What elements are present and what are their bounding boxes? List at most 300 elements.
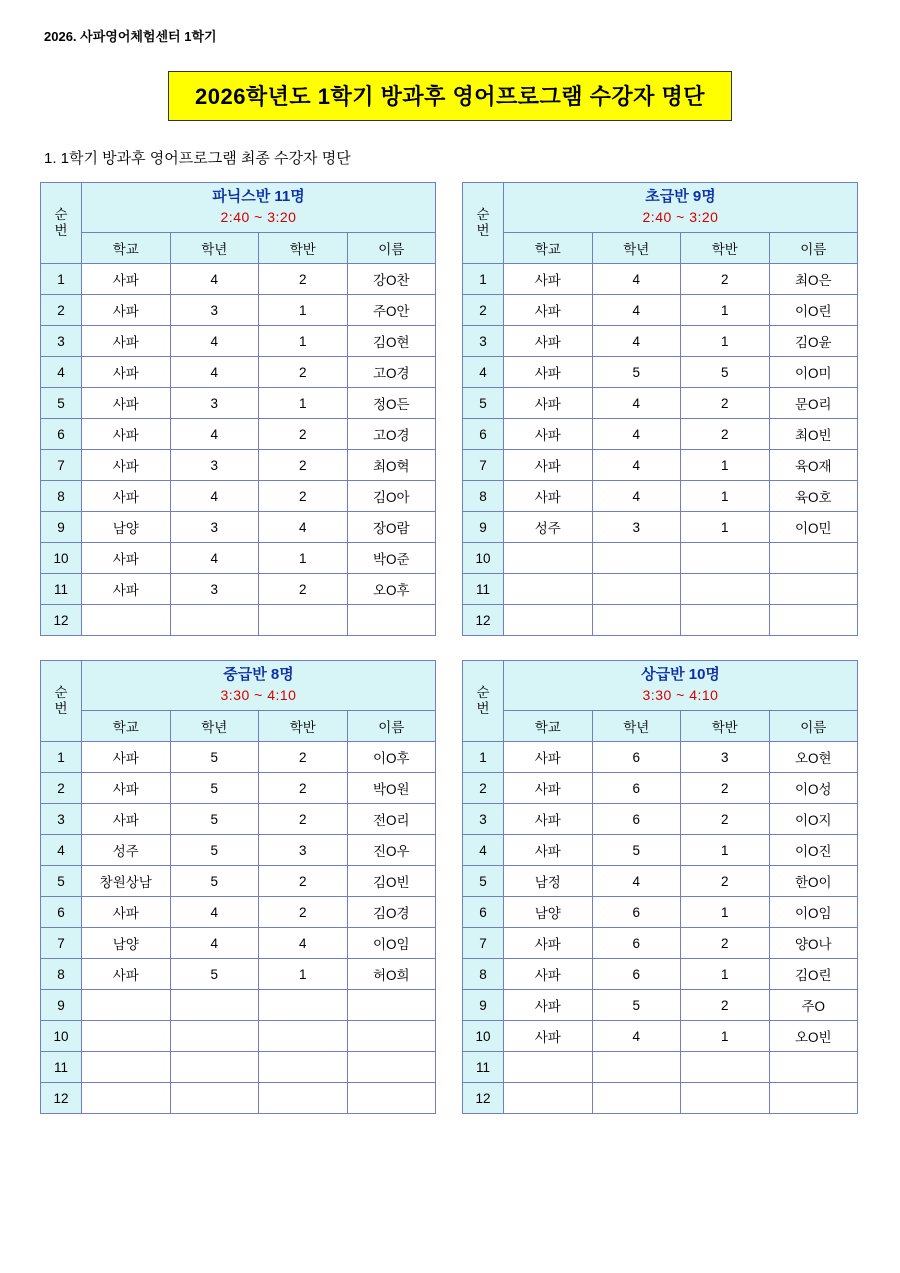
cell-no: 1	[41, 264, 82, 295]
roster-table-block	[462, 182, 858, 636]
column-header-no-text	[41, 207, 81, 239]
cell-name: 김O경	[347, 897, 436, 928]
cell-name: 김O빈	[347, 866, 436, 897]
table-header-row-class	[41, 661, 436, 711]
cell-name: 강O찬	[347, 264, 436, 295]
cell-school	[82, 1052, 171, 1083]
column-header-no-line2: 번	[54, 223, 68, 238]
cell-grade: 3	[170, 574, 259, 605]
cell-class: 4	[259, 928, 348, 959]
cell-name: 고O경	[347, 419, 436, 450]
cell-no: 7	[41, 928, 82, 959]
cell-no: 12	[463, 605, 504, 636]
table-row	[41, 742, 436, 773]
table-header-row-columns	[463, 233, 858, 264]
cell-name	[347, 990, 436, 1021]
column-header-no-line1: 순	[54, 207, 68, 222]
cell-school: 사파	[82, 388, 171, 419]
table-row	[463, 326, 858, 357]
column-header-grade: 학년	[170, 233, 259, 264]
cell-no: 9	[463, 512, 504, 543]
cell-grade: 6	[592, 928, 681, 959]
class-header	[82, 661, 436, 711]
cell-grade: 4	[170, 264, 259, 295]
cell-grade: 4	[170, 897, 259, 928]
cell-no: 10	[41, 1021, 82, 1052]
cell-class: 3	[259, 835, 348, 866]
column-header-class: 학반	[681, 233, 770, 264]
cell-class: 1	[681, 295, 770, 326]
table-row	[463, 264, 858, 295]
cell-grade	[592, 605, 681, 636]
cell-grade: 3	[592, 512, 681, 543]
cell-no: 5	[41, 866, 82, 897]
cell-name: 이O성	[769, 773, 858, 804]
class-time: 2:40 ~ 3:20	[220, 209, 297, 225]
cell-name: 이O지	[769, 804, 858, 835]
cell-name: 박O원	[347, 773, 436, 804]
table-row	[463, 1021, 858, 1052]
cell-grade: 4	[592, 866, 681, 897]
cell-grade: 5	[592, 835, 681, 866]
column-header-school: 학교	[504, 233, 593, 264]
cell-school	[82, 1021, 171, 1052]
table-row	[463, 835, 858, 866]
cell-school	[504, 605, 593, 636]
cell-school: 사파	[82, 357, 171, 388]
cell-name: 오O현	[769, 742, 858, 773]
cell-class	[681, 1083, 770, 1114]
table-header-row-class	[463, 661, 858, 711]
roster-table	[40, 660, 436, 1114]
cell-name: 이O민	[769, 512, 858, 543]
cell-grade: 5	[170, 959, 259, 990]
cell-school: 사파	[504, 990, 593, 1021]
section-title: 1. 1학기 방과후 영어프로그램 최종 수강자 명단	[44, 150, 351, 167]
cell-grade: 5	[170, 804, 259, 835]
cell-school: 사파	[504, 773, 593, 804]
table-row	[463, 959, 858, 990]
cell-school: 사파	[504, 388, 593, 419]
cell-class: 1	[259, 295, 348, 326]
cell-no: 3	[463, 804, 504, 835]
table-row	[41, 773, 436, 804]
cell-class: 1	[681, 326, 770, 357]
cell-no: 7	[463, 928, 504, 959]
cell-name: 김O아	[347, 481, 436, 512]
cell-grade: 6	[592, 804, 681, 835]
table-row	[41, 990, 436, 1021]
table-row	[41, 264, 436, 295]
cell-grade: 5	[592, 357, 681, 388]
cell-no: 8	[463, 481, 504, 512]
cell-grade: 4	[592, 388, 681, 419]
cell-class: 1	[681, 450, 770, 481]
cell-class: 1	[681, 897, 770, 928]
cell-grade: 4	[592, 419, 681, 450]
table-row	[463, 804, 858, 835]
column-header-no-line1: 순	[476, 207, 490, 222]
cell-no: 3	[463, 326, 504, 357]
class-header	[82, 183, 436, 233]
roster-table	[462, 660, 858, 1114]
cell-grade	[592, 1083, 681, 1114]
cell-school: 사파	[82, 804, 171, 835]
cell-name	[769, 1083, 858, 1114]
cell-school: 사파	[82, 959, 171, 990]
cell-class: 1	[259, 959, 348, 990]
cell-school: 사파	[504, 959, 593, 990]
cell-no: 6	[463, 897, 504, 928]
column-header-no	[41, 661, 82, 742]
column-header-no-text	[463, 685, 503, 717]
cell-school: 사파	[504, 264, 593, 295]
column-header-no-line2: 번	[476, 701, 490, 716]
column-header-class: 학반	[259, 711, 348, 742]
cell-class	[259, 1052, 348, 1083]
cell-name: 오O후	[347, 574, 436, 605]
cell-name: 김O윤	[769, 326, 858, 357]
table-row	[463, 1052, 858, 1083]
table-row	[41, 357, 436, 388]
cell-name: 주O안	[347, 295, 436, 326]
roster-table-block	[462, 660, 858, 1114]
cell-class: 1	[681, 481, 770, 512]
cell-class	[681, 605, 770, 636]
cell-class: 1	[681, 835, 770, 866]
cell-school: 사파	[82, 419, 171, 450]
column-header-school: 학교	[504, 711, 593, 742]
cell-grade: 4	[170, 481, 259, 512]
column-header-no	[463, 661, 504, 742]
cell-grade	[170, 1021, 259, 1052]
cell-class: 2	[681, 773, 770, 804]
cell-class: 1	[681, 1021, 770, 1052]
cell-grade: 3	[170, 512, 259, 543]
title-container	[40, 71, 860, 121]
cell-class: 5	[681, 357, 770, 388]
cell-no: 10	[41, 543, 82, 574]
cell-class: 2	[681, 264, 770, 295]
cell-name: 이O후	[347, 742, 436, 773]
column-header-name: 이름	[769, 711, 858, 742]
class-header	[504, 183, 858, 233]
cell-no: 9	[41, 990, 82, 1021]
cell-grade: 5	[592, 990, 681, 1021]
cell-name	[347, 605, 436, 636]
class-time: 2:40 ~ 3:20	[642, 209, 719, 225]
cell-no: 2	[41, 773, 82, 804]
cell-name: 고O경	[347, 357, 436, 388]
cell-class: 3	[681, 742, 770, 773]
table-row	[41, 959, 436, 990]
cell-school: 사파	[82, 574, 171, 605]
cell-class: 1	[259, 326, 348, 357]
cell-school: 사파	[504, 742, 593, 773]
cell-grade: 4	[170, 928, 259, 959]
column-header-name: 이름	[347, 711, 436, 742]
cell-grade	[592, 543, 681, 574]
cell-no: 12	[41, 605, 82, 636]
cell-school: 사파	[504, 450, 593, 481]
cell-school: 남양	[504, 897, 593, 928]
table-row	[463, 1083, 858, 1114]
cell-school	[504, 1083, 593, 1114]
cell-school: 사파	[504, 419, 593, 450]
cell-no: 9	[463, 990, 504, 1021]
cell-no: 12	[463, 1083, 504, 1114]
cell-name: 전O리	[347, 804, 436, 835]
table-row	[463, 866, 858, 897]
table-row	[463, 388, 858, 419]
cell-no: 10	[463, 543, 504, 574]
column-header-no	[41, 183, 82, 264]
cell-no: 2	[463, 295, 504, 326]
table-row	[41, 419, 436, 450]
cell-name: 최O혁	[347, 450, 436, 481]
cell-school: 사파	[504, 928, 593, 959]
table-row	[41, 897, 436, 928]
cell-class: 2	[259, 866, 348, 897]
cell-school: 남양	[82, 512, 171, 543]
table-row	[463, 574, 858, 605]
cell-grade: 5	[170, 773, 259, 804]
cell-name: 이O린	[769, 295, 858, 326]
cell-grade: 4	[170, 326, 259, 357]
class-name: 중급반 8명	[223, 666, 294, 683]
cell-school: 사파	[82, 295, 171, 326]
table-row	[41, 1021, 436, 1052]
cell-name: 양O나	[769, 928, 858, 959]
column-header-grade: 학년	[592, 711, 681, 742]
cell-name: 육O호	[769, 481, 858, 512]
cell-grade: 4	[170, 357, 259, 388]
cell-class: 2	[259, 264, 348, 295]
cell-no: 10	[463, 1021, 504, 1052]
class-name: 파닉스반 11명	[212, 188, 305, 205]
cell-class: 2	[681, 928, 770, 959]
column-header-school: 학교	[82, 233, 171, 264]
cell-name: 문O리	[769, 388, 858, 419]
cell-grade	[592, 1052, 681, 1083]
cell-no: 5	[463, 388, 504, 419]
cell-class: 2	[259, 742, 348, 773]
column-header-grade: 학년	[170, 711, 259, 742]
cell-class	[259, 1083, 348, 1114]
cell-no: 12	[41, 1083, 82, 1114]
cell-class: 2	[259, 481, 348, 512]
table-row	[463, 897, 858, 928]
cell-no: 5	[463, 866, 504, 897]
cell-school: 사파	[82, 481, 171, 512]
cell-class: 1	[681, 959, 770, 990]
cell-no: 4	[41, 835, 82, 866]
cell-name: 이O진	[769, 835, 858, 866]
cell-grade: 5	[170, 742, 259, 773]
cell-no: 11	[463, 574, 504, 605]
cell-school: 사파	[504, 835, 593, 866]
column-header-class: 학반	[681, 711, 770, 742]
cell-school: 사파	[504, 295, 593, 326]
table-row	[41, 804, 436, 835]
cell-name: 육O재	[769, 450, 858, 481]
cell-grade: 4	[592, 1021, 681, 1052]
cell-no: 11	[41, 1052, 82, 1083]
table-header-row-columns	[463, 711, 858, 742]
table-row	[41, 388, 436, 419]
table-row	[41, 295, 436, 326]
cell-name	[769, 605, 858, 636]
cell-school: 사파	[504, 481, 593, 512]
cell-school: 사파	[504, 326, 593, 357]
cell-grade: 6	[592, 959, 681, 990]
class-name: 초급반 9명	[645, 188, 716, 205]
table-header-row-columns	[41, 711, 436, 742]
class-name: 상급반 10명	[641, 666, 720, 683]
cell-grade: 6	[592, 742, 681, 773]
cell-grade: 3	[170, 450, 259, 481]
cell-school	[504, 1052, 593, 1083]
cell-name	[769, 1052, 858, 1083]
cell-class: 2	[681, 388, 770, 419]
cell-name: 오O빈	[769, 1021, 858, 1052]
cell-class: 4	[259, 512, 348, 543]
cell-no: 4	[463, 835, 504, 866]
table-row	[463, 295, 858, 326]
cell-grade	[592, 574, 681, 605]
cell-no: 6	[41, 419, 82, 450]
table-row	[41, 1052, 436, 1083]
cell-name: 이O임	[347, 928, 436, 959]
table-row	[463, 512, 858, 543]
column-header-no-text	[463, 207, 503, 239]
cell-grade: 4	[170, 419, 259, 450]
cell-no: 8	[41, 959, 82, 990]
cell-no: 2	[463, 773, 504, 804]
cell-grade	[170, 1083, 259, 1114]
table-row	[41, 481, 436, 512]
cell-school: 사파	[82, 450, 171, 481]
column-header-grade: 학년	[592, 233, 681, 264]
class-time: 3:30 ~ 4:10	[642, 687, 719, 703]
table-row	[463, 357, 858, 388]
cell-grade	[170, 1052, 259, 1083]
roster-table-block	[40, 182, 436, 636]
document-breadcrumb: 2026. 사파영어체험센터 1학기	[44, 29, 217, 44]
cell-grade: 5	[170, 835, 259, 866]
column-header-no-line1: 순	[476, 685, 490, 700]
table-row	[41, 543, 436, 574]
cell-grade: 3	[170, 295, 259, 326]
column-header-name: 이름	[347, 233, 436, 264]
roster-table	[462, 182, 858, 636]
table-row	[463, 742, 858, 773]
cell-no: 11	[41, 574, 82, 605]
cell-no: 6	[463, 419, 504, 450]
table-header-row-class	[463, 183, 858, 233]
cell-name: 한O이	[769, 866, 858, 897]
table-row	[41, 866, 436, 897]
cell-name	[769, 543, 858, 574]
cell-school: 창원상남	[82, 866, 171, 897]
cell-class: 2	[259, 419, 348, 450]
cell-name: 주O	[769, 990, 858, 1021]
table-row	[463, 990, 858, 1021]
cell-grade: 4	[592, 326, 681, 357]
cell-no: 1	[463, 264, 504, 295]
cell-class: 2	[259, 357, 348, 388]
cell-class: 2	[259, 773, 348, 804]
cell-school: 사파	[504, 1021, 593, 1052]
cell-name: 김O현	[347, 326, 436, 357]
table-header-row-columns	[41, 233, 436, 264]
cell-name: 최O빈	[769, 419, 858, 450]
cell-school: 사파	[82, 543, 171, 574]
table-row	[463, 605, 858, 636]
cell-grade: 5	[170, 866, 259, 897]
cell-school: 성주	[82, 835, 171, 866]
cell-no: 2	[41, 295, 82, 326]
cell-no: 8	[463, 959, 504, 990]
column-header-no-line1: 순	[54, 685, 68, 700]
cell-no: 1	[41, 742, 82, 773]
cell-class: 2	[681, 804, 770, 835]
cell-grade: 4	[592, 481, 681, 512]
class-header	[504, 661, 858, 711]
table-row	[41, 574, 436, 605]
cell-grade	[170, 990, 259, 1021]
cell-no: 9	[41, 512, 82, 543]
column-header-school: 학교	[82, 711, 171, 742]
cell-school: 사파	[82, 264, 171, 295]
cell-name: 진O우	[347, 835, 436, 866]
cell-school	[504, 574, 593, 605]
cell-name: 이O미	[769, 357, 858, 388]
cell-class	[681, 1052, 770, 1083]
column-header-class: 학반	[259, 233, 348, 264]
cell-no: 1	[463, 742, 504, 773]
cell-grade: 4	[592, 295, 681, 326]
cell-class: 2	[681, 419, 770, 450]
cell-name: 김O린	[769, 959, 858, 990]
cell-grade: 4	[170, 543, 259, 574]
table-row	[41, 512, 436, 543]
cell-school: 사파	[82, 326, 171, 357]
page-title: 2026학년도 1학기 방과후 영어프로그램 수강자 명단	[168, 71, 732, 121]
cell-school	[82, 605, 171, 636]
class-time: 3:30 ~ 4:10	[220, 687, 297, 703]
cell-school: 남정	[504, 866, 593, 897]
cell-school: 사파	[82, 897, 171, 928]
cell-no: 5	[41, 388, 82, 419]
cell-grade	[170, 605, 259, 636]
roster-table-block	[40, 660, 436, 1114]
cell-class: 2	[259, 804, 348, 835]
cell-name	[347, 1052, 436, 1083]
cell-no: 3	[41, 326, 82, 357]
table-row	[463, 419, 858, 450]
table-row	[41, 605, 436, 636]
cell-class	[259, 990, 348, 1021]
cell-school: 남양	[82, 928, 171, 959]
column-header-no-line2: 번	[476, 223, 490, 238]
cell-class	[259, 1021, 348, 1052]
cell-school: 사파	[504, 804, 593, 835]
cell-school	[504, 543, 593, 574]
cell-class: 2	[259, 574, 348, 605]
cell-school: 사파	[504, 357, 593, 388]
cell-grade: 4	[592, 450, 681, 481]
